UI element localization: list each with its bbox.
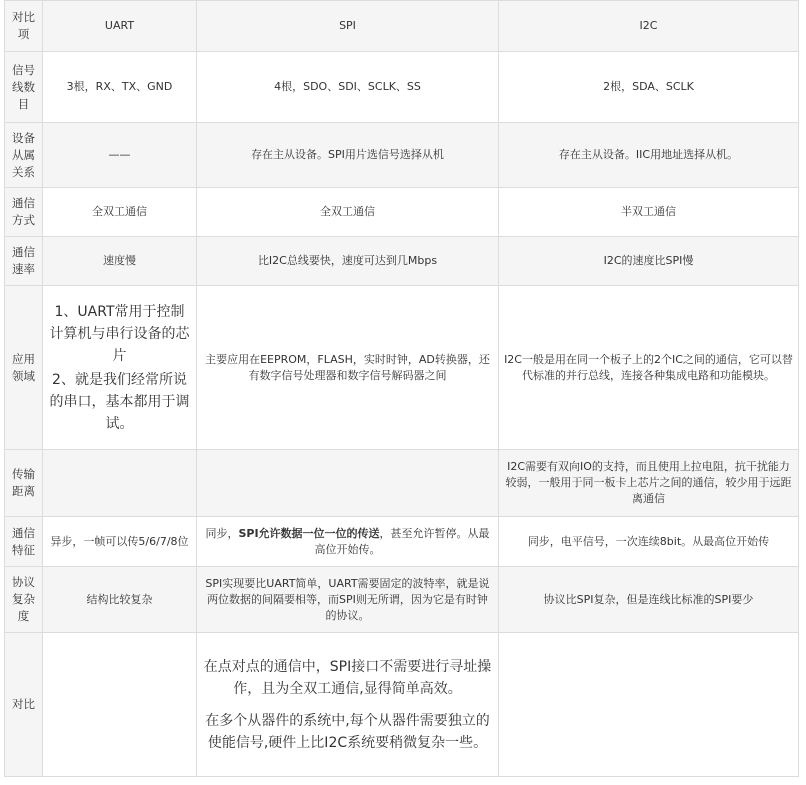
table-row xyxy=(5,517,799,567)
cell-uart: 3根，RX、TX、GND xyxy=(43,52,197,123)
header-row xyxy=(5,1,799,52)
cell-uart: 异步，一帧可以传5/6/7/8位 xyxy=(43,517,197,567)
row-label: 通信特征 xyxy=(5,517,43,567)
spi-paragraph-1: 在点对点的通信中，SPI接口不需要进行寻址操作，且为全双工通信,显得简单高效。 xyxy=(203,658,492,697)
row-label: 通信方式 xyxy=(5,188,43,237)
cell-spi: 主要应用在EEPROM，FLASH，实时时钟，AD转换器，还有数字信号处理器和数字信号解码器之间 xyxy=(197,286,499,450)
table-row xyxy=(5,633,799,777)
cell-i2c: 同步，电平信号，一次连续8bit。从最高位开始传 xyxy=(499,517,799,567)
cell-i2c xyxy=(499,633,799,777)
header-spi: SPI xyxy=(197,1,499,52)
cell-i2c: 半双工通信 xyxy=(499,188,799,237)
table-row xyxy=(5,286,799,450)
cell-spi xyxy=(197,633,499,777)
cell-uart xyxy=(43,633,197,777)
row-label: 对比 xyxy=(5,633,43,777)
cell-uart xyxy=(43,286,197,450)
row-label: 应用领域 xyxy=(5,286,43,450)
uart-paragraph-2: 2、就是我们经常所说的串口，基本都用于调试。 xyxy=(49,371,190,432)
cell-i2c: 存在主从设备。IIC用地址选择从机。 xyxy=(499,123,799,188)
row-label: 设备从属关系 xyxy=(5,123,43,188)
cell-uart: —— xyxy=(43,123,197,188)
cell-i2c: 2根，SDA、SCLK xyxy=(499,52,799,123)
uart-paragraph-1: 1、UART常用于控制计算机与串行设备的芯片 xyxy=(49,303,190,364)
cell-spi: 全双工通信 xyxy=(197,188,499,237)
row-label: 传输距离 xyxy=(5,450,43,517)
table-row xyxy=(5,123,799,188)
cell-spi xyxy=(197,517,499,567)
cell-spi: 4根，SDO、SDI、SCLK、SS xyxy=(197,52,499,123)
table-row xyxy=(5,450,799,517)
cell-i2c: I2C需要有双向IO的支持，而且使用上拉电阻，抗干扰能力较弱，一般用于同一板卡上芯片之间的通信，较少用于远距离通信 xyxy=(499,450,799,517)
cell-i2c: I2C的速度比SPI慢 xyxy=(499,237,799,286)
cell-uart xyxy=(43,450,197,517)
cell-uart: 速度慢 xyxy=(43,237,197,286)
row-label: 通信速率 xyxy=(5,237,43,286)
cell-i2c: 协议比SPI复杂，但是连线比标准的SPI要少 xyxy=(499,567,799,633)
cell-i2c: I2C一般是用在同一个板子上的2个IC之间的通信，它可以替代标准的并行总线，连接各种集成电路和功能模块。 xyxy=(499,286,799,450)
cell-spi xyxy=(197,450,499,517)
spi-text-bold: SPI允许数据一位一位的传送 xyxy=(238,526,380,540)
row-label: 协议复杂度 xyxy=(5,567,43,633)
header-i2c: I2C xyxy=(499,1,799,52)
cell-spi: 存在主从设备。SPI用片选信号选择从机 xyxy=(197,123,499,188)
cell-uart: 全双工通信 xyxy=(43,188,197,237)
cell-spi: SPI实现要比UART简单，UART需要固定的波特率，就是说两位数据的间隔要相等，而SPI则无所谓，因为它是有时钟的协议。 xyxy=(197,567,499,633)
cell-uart: 结构比较复杂 xyxy=(43,567,197,633)
table-row xyxy=(5,52,799,123)
header-compare-item: 对比项 xyxy=(5,1,43,52)
table-row xyxy=(5,567,799,633)
spi-paragraph-2: 在多个从器件的系统中,每个从器件需要独立的使能信号,硬件上比I2C系统要稍微复杂一些。 xyxy=(205,712,490,751)
cell-spi: 比I2C总线要快，速度可达到几Mbps xyxy=(197,237,499,286)
spi-text-pre: 同步， xyxy=(205,526,239,540)
header-uart: UART xyxy=(43,1,197,52)
table-row xyxy=(5,188,799,237)
table-row xyxy=(5,237,799,286)
row-label: 信号线数目 xyxy=(5,52,43,123)
spi-text-post: ，甚至允许暂停。从最高位开始传。 xyxy=(314,526,490,556)
comparison-table xyxy=(4,0,799,777)
